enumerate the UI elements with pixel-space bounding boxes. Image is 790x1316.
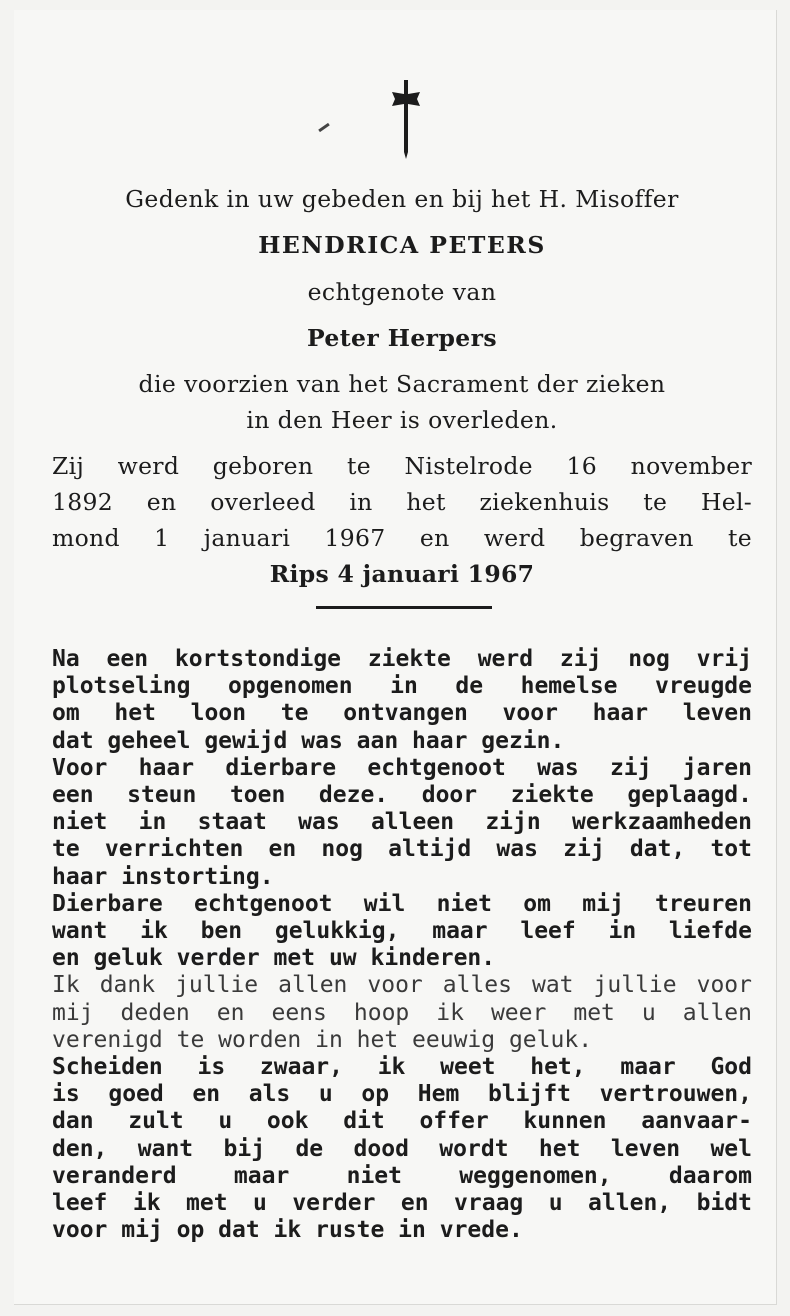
text-line: is goed en als u op Hem blijft vertrouwen, [52, 1081, 752, 1108]
text-line: Ik dank jullie allen voor alles wat jullie voor [52, 972, 752, 999]
text-line: om het loon te ontvangen voor haar leven [52, 700, 752, 727]
sacrament-line: die voorzien van het Sacrament der zieken [138, 370, 666, 398]
bio-line: 1892 en overleed in het ziekenhuis te Hel- [52, 488, 752, 516]
deceased-name: HENDRICA PETERS [258, 231, 546, 259]
text-line: leef ik met u verder en vraag u allen, bidt [52, 1190, 752, 1217]
text-line: een steun toen deze. door ziekte geplaagd. [52, 782, 752, 809]
text-line: veranderd maar niet weggenomen, daarom [52, 1162, 752, 1189]
text-line: Scheiden is zwaar, ik weet het, maar God [52, 1054, 752, 1081]
text-line: niet in staat was alleen zijn werkzaamheden [52, 809, 752, 836]
biography-block [52, 448, 752, 592]
bio-line: mond 1 januari 1967 en werd begraven te [52, 524, 752, 552]
burial-line: Rips 4 januari 1967 [269, 560, 535, 588]
cross-icon [389, 80, 423, 160]
text-line: den, want bij de dood wordt het leven wel [52, 1135, 752, 1162]
text-line: Na een kortstondige ziekte werd zij nog vrij [52, 646, 752, 672]
text-line: Dierbare echtgenoot wil niet om mij treuren [52, 890, 752, 917]
memorial-text [52, 646, 752, 1244]
text-line: dat geheel gewijd was aan haar gezin. [52, 727, 565, 754]
text-line: want ik ben gelukkig, maar leef in liefde [52, 918, 752, 945]
text-line: voor mij op dat ik ruste in vrede. [52, 1217, 523, 1244]
relation-line: echtgenote van [307, 278, 497, 306]
text-line: en geluk verder met uw kinderen. [52, 945, 496, 972]
spouse-name: Peter Herpers [306, 324, 498, 352]
text-line: mij deden en eens hoop ik weer met u allen [52, 999, 752, 1026]
text-line: plotseling opgenomen in de hemelse vreugde [52, 673, 752, 700]
prayer-line: Gedenk in uw gebeden en bij het H. Misoffer [125, 185, 679, 213]
deceased-line: in den Heer is overleden. [246, 406, 558, 434]
divider-rule [316, 606, 492, 609]
header-block [52, 184, 752, 435]
bio-line: Zij werd geboren te Nistelrode 16 november [52, 452, 752, 480]
text-line: verenigd te worden in het eeuwig geluk. [52, 1026, 593, 1053]
text-line: Voor haar dierbare echtgenoot was zij jaren [52, 754, 752, 781]
text-line: te verrichten en nog altijd was zij dat, tot [52, 836, 752, 863]
text-line: haar instorting. [52, 863, 274, 890]
text-line: dan zult u ook dit offer kunnen aanvaar- [52, 1108, 752, 1135]
